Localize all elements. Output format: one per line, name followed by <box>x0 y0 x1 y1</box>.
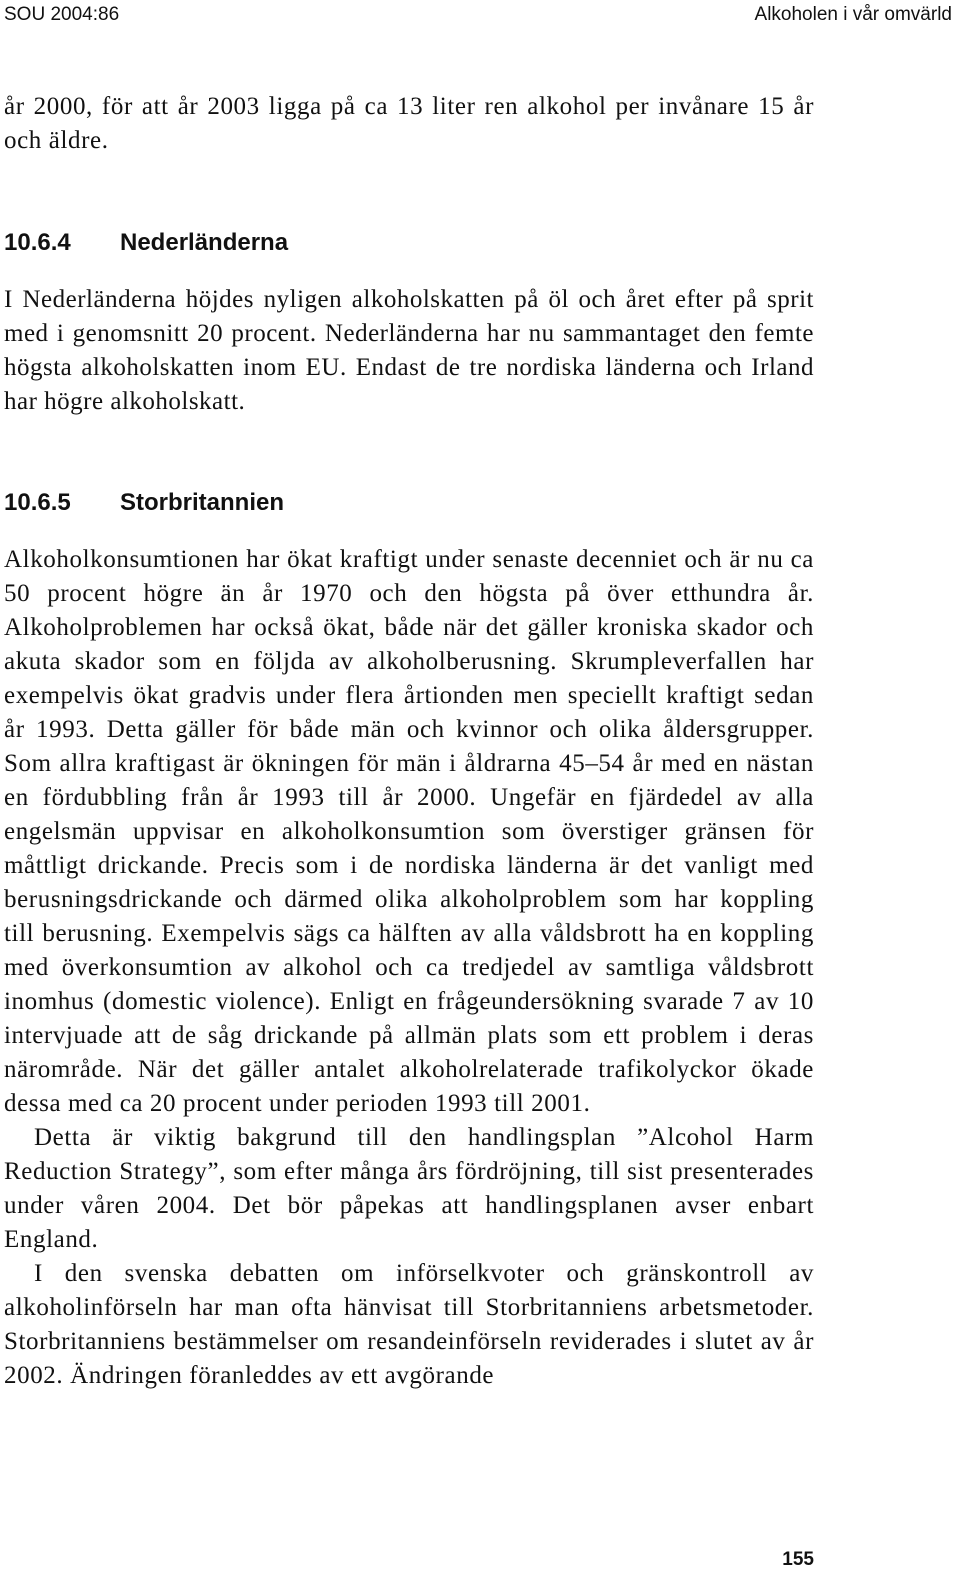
paragraph: år 2000, för att år 2003 ligga på ca 13 liter ren alkohol per invånare 15 år och äldre. <box>4 93 814 154</box>
section-body-storbritannien <box>4 543 814 1393</box>
running-header <box>4 4 952 26</box>
paragraph: Detta är viktig bakgrund till den handlingsplan ”Alcohol Harm Reduction Strategy”, som efter många års fördröjning, till sist presenterades under våren 2004. Det bör påpekas att handlingsplanen avser enbart England. <box>4 1124 814 1253</box>
intro-text-block <box>4 90 814 158</box>
paragraph: I den svenska debatten om införselkvoter och gränskontroll av alkoholinförseln har man ofta hänvisat till Storbritanniens arbetsmetoder. Storbritanniens bestämmelser om resandeinförseln reviderades i slutet av år 2002. Ändringen föranleddes av ett avgörande <box>4 1260 814 1389</box>
section-body-nederlanderna <box>4 283 814 419</box>
section-number: 10.6.4 <box>4 229 71 256</box>
section-title: Storbritannien <box>120 489 285 516</box>
report-identifier: SOU 2004:86 <box>4 4 120 25</box>
paragraph: I Nederländerna höjdes nyligen alkoholskatten på öl och året efter på sprit med i genomsnitt 20 procent. Nederländerna har nu sammantaget den femte högsta alkoholskatten inom EU. Endast de tre nordiska länderna och Irland har högre alkoholskatt. <box>4 286 814 415</box>
section-title: Nederländerna <box>120 229 289 256</box>
paragraph: Alkoholkonsumtionen har ökat kraftigt under senaste decenniet och är nu ca 50 procent högre än år 1970 och den högsta på över etthundra år. Alkoholproblemen har också ökat, både när det gäller kroniska skador och akuta skador som en följda av alkoholberusning. Skrumpleverfallen har exempelvis ökat gradvis under flera årtionden men speciellt kraftigt sedan år 1993. Detta gäller för både män och kvinnor och olika åldersgrupper. Som allra kraftigast är ökningen för män i åldrarna 45–54 år med en nästan en fördubbling från år 1993 till år 2000. Ungefär en fjärdedel av alla engelsmän uppvisar en alkoholkonsumtion som överstiger gränsen för måttligt drickande. Precis som i de nordiska länderna är det vanligt med berusningsdrickande och därmed olika alkoholproblem som har koppling till berusning. Exempelvis sägs ca hälften av alla våldsbrott ha en koppling med överkonsumtion av alkohol och ca tredjedel av samtliga våldsbrott inomhus (domestic violence). Enligt en frågeundersökning svarade 7 av 10 intervjuade att de såg drickande på allmän plats som ett problem i deras närområde. När det gäller antalet alkoholrelaterade trafikolyckor ökade dessa med ca 20 procent under perioden 1993 till 2001. <box>4 546 814 1117</box>
page-number: 155 <box>782 1549 814 1570</box>
chapter-title: Alkoholen i vår omvärld <box>754 4 952 25</box>
section-number: 10.6.5 <box>4 489 71 516</box>
section-heading-nederlanderna <box>4 228 814 258</box>
section-heading-storbritannien <box>4 488 814 518</box>
